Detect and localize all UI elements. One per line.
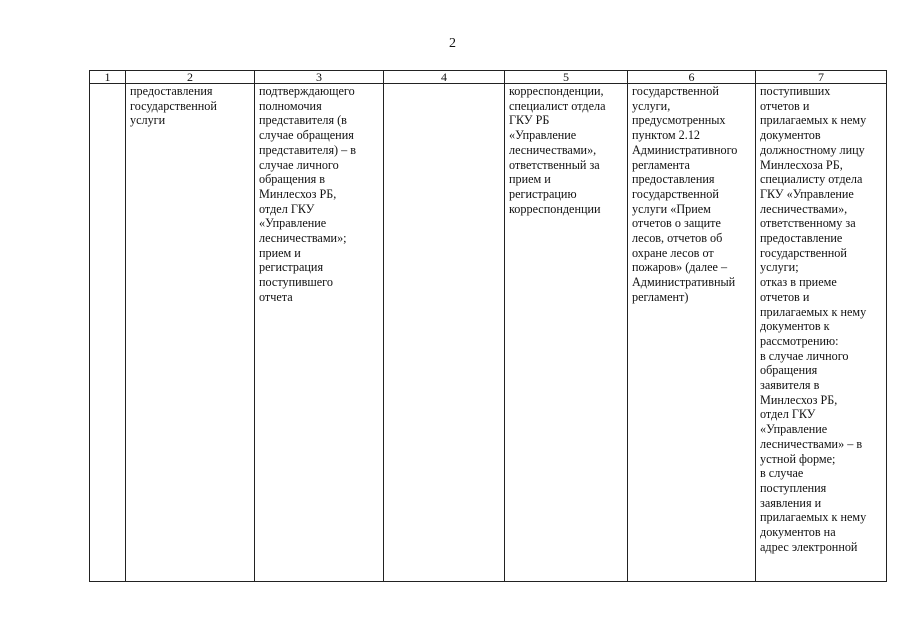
column-header-7: 7 (756, 71, 887, 84)
column-header-6: 6 (628, 71, 756, 84)
column-header-2: 2 (126, 71, 255, 84)
table-cell-6: государственной услуги, предусмотренных пунктом 2.12 Административного регламента предоставления государственной услуги «Прием отчетов о защите лесов, отчетов об охране лесов от пожаров» (далее – Административный регламент) (628, 84, 756, 582)
column-header-5: 5 (505, 71, 628, 84)
table-cell-1 (90, 84, 126, 582)
page-number: 2 (449, 36, 456, 51)
table-cell-7: поступивших отчетов и прилагаемых к нему документов должностному лицу Минлесхоза РБ, специалисту отдела ГКУ «Управление лесничествами», ответственному за предоставление государственной услуги; отказ в приеме отчетов и прилагаемых к нему документов к рассмотрению: в случае личного обращения заявителя в Минлесхоз РБ, отдел ГКУ «Управление лесничествами» – в устной форме; в случае поступления заявления и прилагаемых к нему документов на адрес электронной (756, 84, 887, 582)
table-cell-5: корреспонденции, специалист отдела ГКУ РБ «Управление лесничествами», ответственный за прием и регистрацию корреспонденции (505, 84, 628, 582)
table-cell-2: предоставления государственной услуги (126, 84, 255, 582)
procedure-table (89, 70, 887, 582)
table-header-row (90, 71, 887, 84)
column-header-4: 4 (384, 71, 505, 84)
table-cell-4 (384, 84, 505, 582)
column-header-1: 1 (90, 71, 126, 84)
table-row (90, 84, 887, 582)
table-cell-3: подтверждающего полномочия представителя (в случае обращения представителя) – в случае личного обращения в Минлесхоз РБ, отдел ГКУ «Управление лесничествами»; прием и регистрация поступившего отчета (255, 84, 384, 582)
column-header-3: 3 (255, 71, 384, 84)
